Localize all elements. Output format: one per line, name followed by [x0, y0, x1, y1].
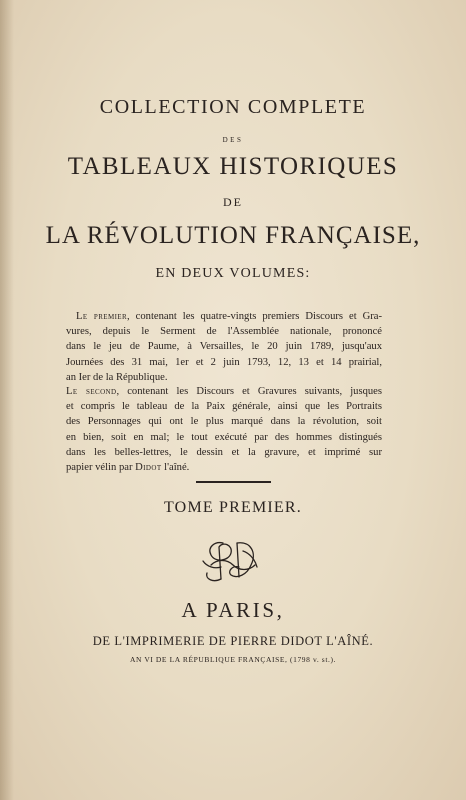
- description-line: des Personnages qui ont le plus marqué dans la révolution, soit: [66, 416, 382, 428]
- description-text: , contenant les quatre-vingts premiers Discours et Gra-: [127, 311, 383, 322]
- description-line: [66, 460, 382, 475]
- description-first-volume: [66, 309, 382, 385]
- title-line-tableaux: TABLEAUX HISTORIQUES: [67, 153, 399, 180]
- divider-rule: [196, 481, 271, 483]
- printer-monogram-icon: [193, 537, 271, 585]
- title-word-des: DES: [222, 136, 244, 144]
- imprint-printer: DE L'IMPRIMERIE DE PIERRE DIDOT L'AÎNÉ.: [92, 634, 374, 648]
- lead-word: Le premier: [76, 311, 128, 322]
- title-word-de: DE: [223, 195, 243, 209]
- description-line: dans le jeu de Paume, à Versailles, le 20 juin 1789, jusqu'aux: [66, 341, 382, 353]
- printer-name: Didot: [135, 462, 162, 474]
- description-line: et compris le tableau de la Paix générale, ainsi que les Portraits: [66, 401, 382, 413]
- description-line: en bien, soit en mal; le tout exécuté par des hommes distingués: [66, 431, 382, 443]
- description-line: dans les belles-lettres, le dessin et la gravure, et imprimé sur: [66, 446, 382, 458]
- description-line: [66, 384, 382, 399]
- description-line: vures, depuis le Serment de l'Assemblée nationale, prononcé: [66, 326, 382, 338]
- lead-word: Le second: [66, 386, 117, 397]
- description-line: Journées des 31 mai, 1er et 2 juin 1793, 12, 13 et 14 prairial,: [66, 356, 382, 368]
- description-line: an Ier de la République.: [66, 371, 168, 383]
- title-line-revolution: LA RÉVOLUTION FRANÇAISE,: [45, 222, 421, 249]
- subtitle: EN DEUX VOLUMES:: [155, 266, 311, 281]
- description-text: , contenant les Discours et Gravures suivants, jusques: [116, 386, 382, 397]
- description-second-volume: [66, 384, 382, 475]
- tome-label: TOME PREMIER.: [164, 499, 302, 516]
- title-line-collection: COLLECTION COMPLETE: [99, 96, 367, 118]
- imprint-city: A PARIS,: [181, 598, 285, 622]
- imprint-date: AN VI DE LA RÉPUBLIQUE FRANÇAISE, (1798 v. st.).: [129, 655, 337, 664]
- description-line: [66, 309, 382, 324]
- description-text: papier vélin par: [66, 462, 136, 474]
- description-text: l'aîné.: [161, 462, 190, 474]
